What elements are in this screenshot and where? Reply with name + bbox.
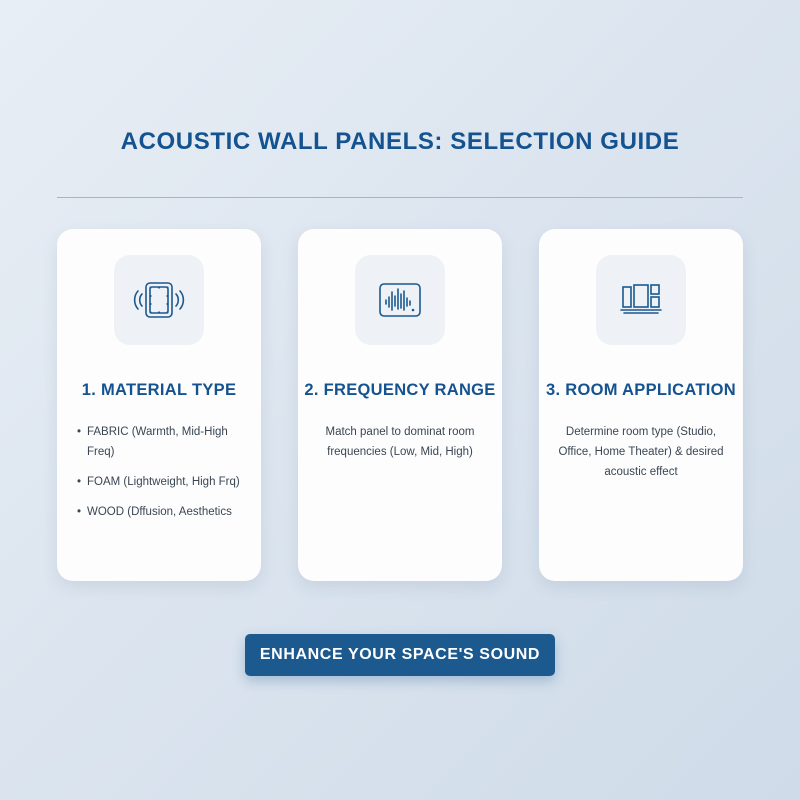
cards-row bbox=[57, 229, 743, 581]
page-title: ACOUSTIC WALL PANELS: SELECTION GUIDE bbox=[120, 128, 680, 155]
card-room-application[interactable] bbox=[539, 229, 743, 581]
card-material-type[interactable] bbox=[57, 229, 261, 581]
acoustic-panel-icon bbox=[114, 255, 204, 345]
room-layout-icon bbox=[596, 255, 686, 345]
card-body bbox=[71, 422, 247, 532]
list-item bbox=[71, 472, 247, 492]
card-title: 3. ROOM APPLICATION bbox=[546, 381, 736, 399]
card-paragraph: Determine room type (Studio, Office, Home Theater) & desired acoustic effect bbox=[558, 426, 724, 478]
list-item bbox=[71, 502, 247, 522]
bullet-dot-icon: • bbox=[77, 506, 82, 518]
list-item bbox=[71, 422, 247, 462]
card-paragraph: Match panel to dominat room frequencies (Low, Mid, High) bbox=[325, 426, 475, 458]
card-title: 2. FREQUENCY RANGE bbox=[304, 381, 496, 399]
title-divider bbox=[57, 197, 743, 198]
list-item-label: FABRIC (Warmth, Mid-High Freq) bbox=[87, 426, 228, 458]
card-body bbox=[553, 422, 729, 482]
bullet-dot-icon: • bbox=[77, 426, 82, 438]
bullet-dot-icon: • bbox=[77, 476, 82, 488]
list-item-label: WOOD (Dffusion, Aesthetics bbox=[87, 506, 232, 518]
card-frequency-range[interactable] bbox=[298, 229, 502, 581]
waveform-screen-icon bbox=[355, 255, 445, 345]
card-title: 1. MATERIAL TYPE bbox=[81, 381, 237, 399]
list-item-label: FOAM (Lightweight, High Frq) bbox=[87, 476, 240, 488]
cta-button[interactable]: ENHANCE YOUR SPACE'S SOUND bbox=[245, 634, 555, 676]
card-body bbox=[312, 422, 488, 462]
